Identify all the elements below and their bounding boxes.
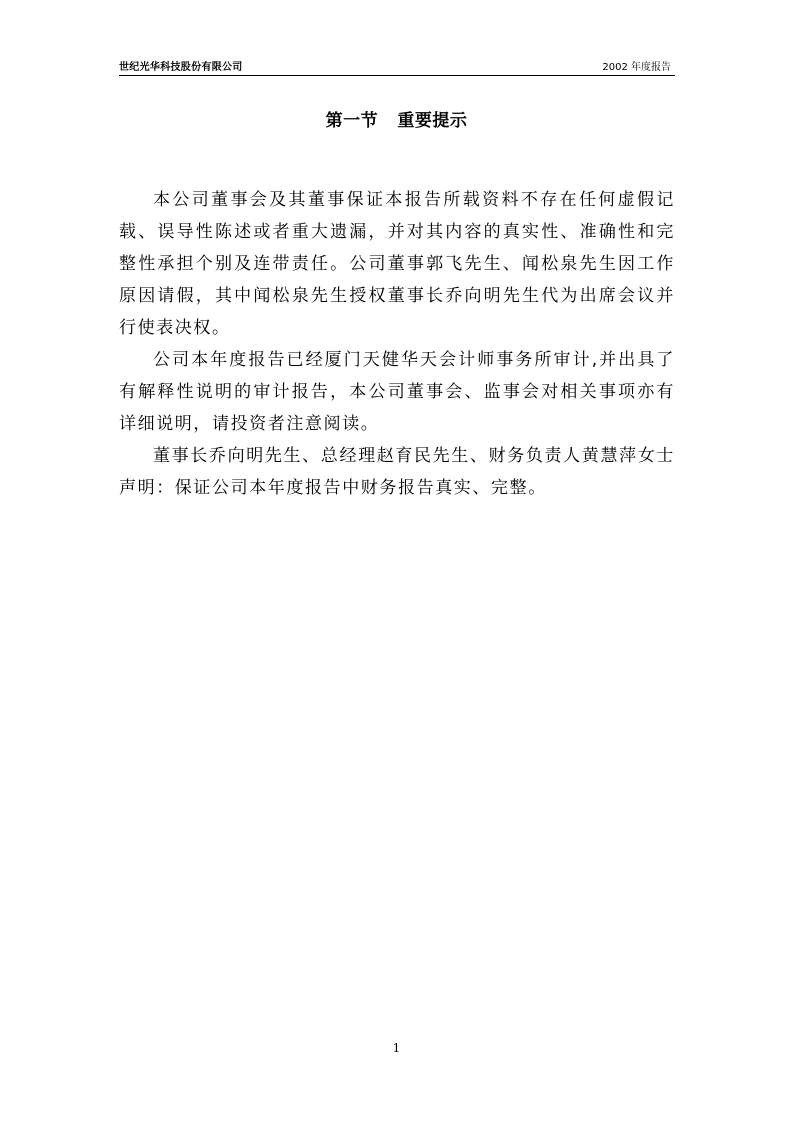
paragraph-audit-note: 公司本年度报告已经厦门天健华天会计师事务所审计,并出具了有解释性说明的审计报告，本公司董事会、监事会对相关事项亦有详细说明，请投资者注意阅读。	[119, 350, 675, 434]
page-number: 1	[392, 1041, 401, 1055]
paragraph-executive-declaration: 董事长乔向明先生、总经理赵育民先生、财务负责人黄慧萍女士声明：保证公司本年度报告中财务报告真实、完整。	[119, 446, 675, 498]
paragraph-board-statement: 本公司董事会及其董事保证本报告所载资料不存在任何虚假记载、误导性陈述或者重大遗漏，并对其内容的真实性、准确性和完整性承担个别及连带责任。公司董事郭飞先生、闻松泉先生因工作原因请假，其中闻松泉先生授权董事长乔向明先生代为出席会议并行使表决权。	[119, 190, 675, 338]
section-title: 第一节 重要提示	[325, 111, 468, 131]
header-report-name: 2002 年度报告	[602, 62, 671, 73]
body-text	[119, 184, 675, 504]
page-header	[119, 55, 675, 76]
header-company-name: 世纪光华科技股份有限公司	[119, 62, 243, 73]
